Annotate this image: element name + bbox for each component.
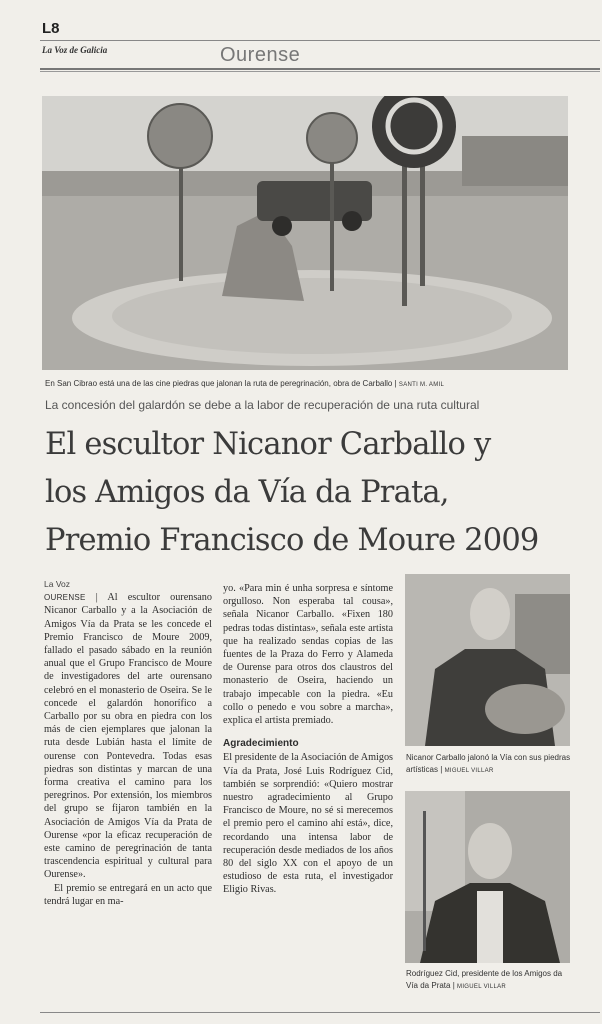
portrait-cid-caption-text: Rodríguez Cid, presidente de los Amigos da Vía da Prata bbox=[406, 969, 563, 990]
section-title: Ourense bbox=[220, 44, 301, 66]
article-paragraph: yo. «Para min é unha sorpresa e síntome orgulloso. Non esperaba tal cousa», señala Nicanor Carballo. «Fixen 180 pedras todas distintas», señala este artista que ha realizado sendas copias de las fuentes de la Praza do Ferro y Alameda de Ourense para otros dos claustros del monasterio de Oseira, haciendo un trabajo impecable con la piedra. «Eu collo o penedo e vou sobre a marcha», explica el artista premiado. bbox=[223, 583, 393, 727]
article-column-2 bbox=[223, 582, 393, 897]
portrait-carballo-caption-text: Nicanor Carballo jalonó la Vía con sus piedras artísticas bbox=[406, 753, 571, 774]
headline-line-2: los Amigos da Vía da Prata, bbox=[45, 475, 449, 510]
top-rule bbox=[40, 40, 600, 41]
portrait-cid-credit: MIGUEL VILLAR bbox=[457, 984, 507, 990]
headline-line-3: Premio Francisco de Moure 2009 bbox=[45, 523, 539, 558]
article-paragraph: OURENSE | Al escultor ourensano Nicanor Carballo y a la Asociación de Amigos Vía da Prata se les concede el Premio Francisco de Moure 2009, fallado el pasado sábado en la reunión anual que el Grupo Francisco de Moure de investigadores del arte ourensano celebró en el monasterio de Oseira. Se le concede el galardón honorífico a Carballo por su obra en piedra con los más de cien ejemplares que jalonan la ruta desde Lubián hasta el límite de ourense con Pontevedra. Todas esas piedras son distintas y marcan de una forma creativa el camino para los peregrinos. Por extensión, los miembros del grupo se fijaron también en la Asociación de Amigos Vía da Prata de Ourense «por la eficaz recuperación de este camino de peregrinación de tanta trascendencia espiritual y cultural para Ourense». bbox=[44, 592, 212, 881]
dateline: OURENSE bbox=[44, 593, 86, 603]
portrait-photo-carballo bbox=[405, 574, 570, 746]
page-number: L8 bbox=[42, 20, 60, 37]
masthead: La Voz de Galicia bbox=[42, 45, 108, 55]
main-photo bbox=[42, 96, 568, 370]
portrait-carballo-credit: MIGUEL VILLAR bbox=[444, 768, 494, 774]
headline bbox=[45, 421, 575, 565]
section-rule-thin bbox=[40, 71, 600, 72]
bottom-rule bbox=[40, 1012, 600, 1013]
main-photo-caption-text: En San Cibrao está una de las cine piedras que jalonan la ruta de peregrinación, obra de Carballo bbox=[45, 379, 393, 388]
article-paragraph-text: Al escultor ourensano Nicanor Carballo y a la Asociación de Amigos Vía da Prata se les concede el Premio Francisco de Moure 2009, fallado el pasado sábado en la reunión anual que el Grupo Francisco de Moure de investigadores del arte ourensano celebró en el monasterio de Oseira. Se le concede el galardón honorífico a Carballo por su obra en piedra con los más de cien ejemplares que jalonan la ruta desde Lubián hasta el límite de ourense con Pontevedra. Todas esas piedras son distintas y marcan de una forma creativa el camino para los peregrinos. Por extensión, los miembros del grupo se fijaron también en la Asociación de Amigos Vía da Prata de Ourense «por la eficaz recuperación de este camino de peregrinación de tanta trascendencia espiritual y cultural para Ourense». bbox=[44, 592, 212, 881]
article-paragraph: El presidente de la Asociación de Amigos Vía da Prata, José Luis Rodríguez Cid, también se sorprendió: «Quiero mostrar nuestro agradecimiento al Grupo Francisco de Moure, no sé si merecemos el premio pero el camino ahí está», dice, recordando una intensa labor de recuperación desde mediados de los años 80 del siglo XX con el apoyo de un estudioso de esta ruta, el investigador Eligio Rivas. bbox=[223, 752, 393, 896]
portrait-carballo-caption: Nicanor Carballo jalonó la Vía con sus piedras artísticas | MIGUEL VILLAR bbox=[406, 753, 571, 774]
article-subhead: Agradecimiento bbox=[223, 738, 299, 750]
portrait-photo-rodriguez-cid bbox=[405, 791, 570, 963]
kicker: La concesión del galardón se debe a la labor de recuperación de una ruta cultural bbox=[45, 398, 480, 412]
main-photo-caption: En San Cibrao está una de las cine piedras que jalonan la ruta de peregrinación, obra de Carballo | SANTI M. AMIL bbox=[45, 379, 445, 388]
main-photo-credit: SANTI M. AMIL bbox=[398, 382, 445, 388]
byline: La Voz bbox=[44, 579, 70, 589]
article-column-1 bbox=[44, 578, 212, 908]
headline-line-1: El escultor Nicanor Carballo y bbox=[45, 427, 491, 462]
section-rule bbox=[40, 68, 600, 70]
portrait-cid-caption: Rodríguez Cid, presidente de los Amigos da Vía da Prata | MIGUEL VILLAR bbox=[406, 969, 563, 990]
article-paragraph: El premio se entregará en un acto que tendrá lugar en ma- bbox=[44, 882, 212, 907]
